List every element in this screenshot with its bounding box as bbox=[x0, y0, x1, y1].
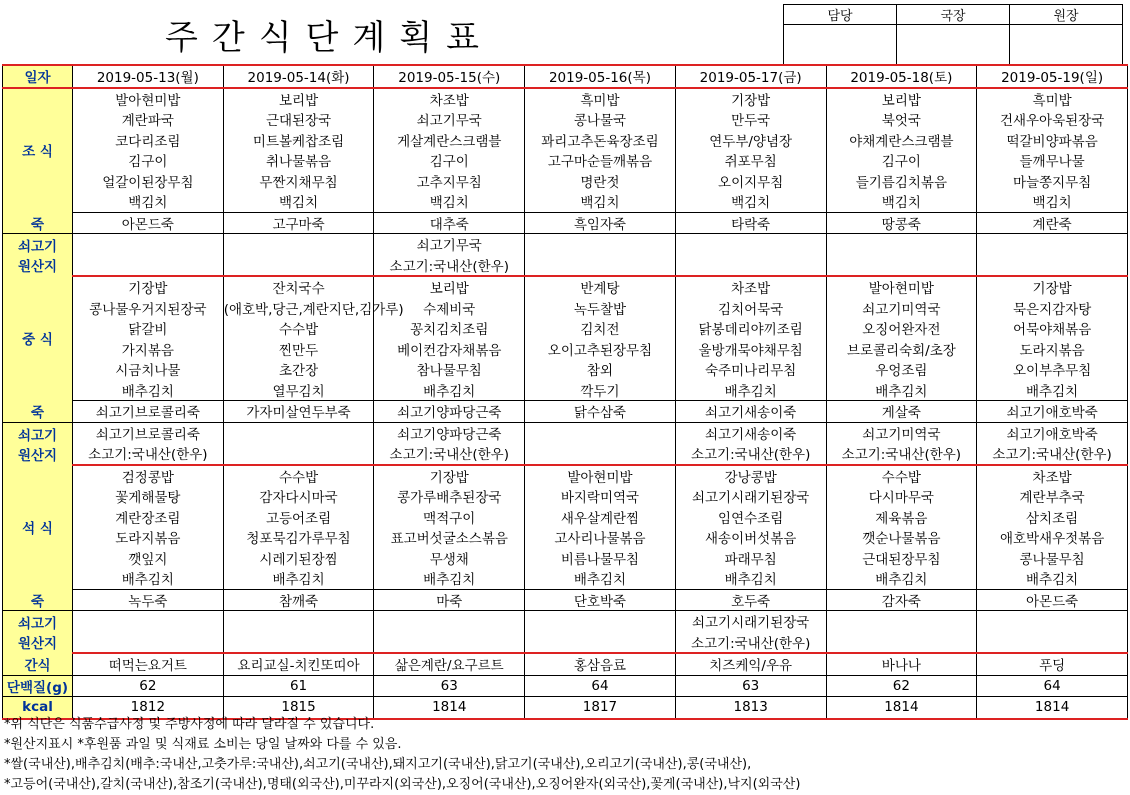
menu-item: 표고버섯굴소스볶음 bbox=[374, 527, 525, 548]
menu-item: 고사리나물볶음 bbox=[525, 527, 676, 548]
menu-item: 고등어조림 bbox=[223, 507, 374, 528]
menu-item: 감자다시마국 bbox=[223, 486, 374, 507]
origin-dish bbox=[525, 234, 676, 255]
menu-item: 삼치조림 bbox=[977, 507, 1128, 528]
origin-text bbox=[826, 255, 977, 277]
origin-dish bbox=[826, 234, 977, 255]
menu-item: 계란부추국 bbox=[977, 486, 1128, 507]
menu-item: 배추김치 bbox=[675, 380, 826, 401]
row-label: 간식 bbox=[3, 653, 73, 675]
row-label-line: 쇠고기 bbox=[17, 616, 58, 632]
snack-item: 푸딩 bbox=[977, 653, 1128, 675]
porridge-item: 참깨죽 bbox=[223, 589, 374, 611]
menu-item: 고추지무침 bbox=[374, 171, 525, 192]
menu-item: 김구이 bbox=[374, 150, 525, 171]
origin-dish: 쇠고기미역국 bbox=[826, 422, 977, 443]
origin-dish: 쇠고기새송이죽 bbox=[675, 422, 826, 443]
porridge-item: 계란죽 bbox=[977, 212, 1128, 234]
menu-item: 우엉조림 bbox=[826, 359, 977, 380]
menu-item: 시금치나물 bbox=[73, 359, 224, 380]
menu-item: 명란젓 bbox=[525, 171, 676, 192]
row-label-line: 원산지 bbox=[17, 636, 58, 652]
menu-item: 기장밥 bbox=[977, 276, 1128, 298]
porridge-item: 쇠고기양파당근죽 bbox=[374, 401, 525, 423]
menu-item: 배추김치 bbox=[826, 380, 977, 401]
row-label: 죽 bbox=[3, 401, 73, 423]
menu-item: 근대된장무침 bbox=[826, 548, 977, 569]
kcal-value: 1817 bbox=[525, 697, 676, 719]
menu-item: 발아현미밥 bbox=[826, 276, 977, 298]
menu-item: 깍두기 bbox=[525, 380, 676, 401]
menu-item: 새송이버섯볶음 bbox=[675, 527, 826, 548]
menu-item: 백김치 bbox=[977, 191, 1128, 212]
row-label-line: 원산지 bbox=[17, 259, 58, 275]
menu-item: 야채계란스크램블 bbox=[826, 130, 977, 151]
origin-text bbox=[223, 443, 374, 465]
origin-dish bbox=[374, 611, 525, 632]
weekly-menu-table bbox=[2, 64, 1128, 720]
menu-item: 다시마무국 bbox=[826, 486, 977, 507]
menu-item: 초간장 bbox=[223, 359, 374, 380]
menu-item: 참외 bbox=[525, 359, 676, 380]
menu-item: 바지락미역국 bbox=[525, 486, 676, 507]
menu-item: 김치전 bbox=[525, 318, 676, 339]
menu-item: 무생채 bbox=[374, 548, 525, 569]
porridge-item: 땅콩죽 bbox=[826, 212, 977, 234]
menu-item: 쥐포무침 bbox=[675, 150, 826, 171]
protein-value: 64 bbox=[525, 675, 676, 697]
menu-item: 보리밥 bbox=[826, 88, 977, 110]
porridge-item: 녹두죽 bbox=[73, 589, 224, 611]
menu-item: 도라지볶음 bbox=[977, 339, 1128, 360]
note-line: *원산지표시 *후원품 과일 및 식재료 소비는 당일 날짜와 다를 수 있음. bbox=[4, 737, 402, 752]
origin-text bbox=[73, 255, 224, 277]
origin-dish: 쇠고기애호박죽 bbox=[977, 422, 1128, 443]
menu-item: 북엇국 bbox=[826, 109, 977, 130]
origin-text bbox=[525, 255, 676, 277]
menu-item: 차조밥 bbox=[675, 276, 826, 298]
menu-item: 흑미밥 bbox=[525, 88, 676, 110]
menu-item: 백김치 bbox=[374, 191, 525, 212]
menu-item: 쇠고기무국 bbox=[374, 109, 525, 130]
porridge-item: 닭수삼죽 bbox=[525, 401, 676, 423]
approval-label-head: 원장 bbox=[1010, 5, 1123, 25]
protein-value: 63 bbox=[374, 675, 525, 697]
menu-item: 배추김치 bbox=[374, 568, 525, 589]
menu-item: 오이부추무침 bbox=[977, 359, 1128, 380]
row-label: 죽 bbox=[3, 589, 73, 611]
origin-dish bbox=[73, 611, 224, 632]
row-label: 조 식 bbox=[3, 88, 73, 213]
menu-item: 근대된장국 bbox=[223, 109, 374, 130]
menu-item: 오이고추된장무침 bbox=[525, 339, 676, 360]
menu-item: 배추김치 bbox=[525, 568, 676, 589]
menu-item: 미트볼케찹조림 bbox=[223, 130, 374, 151]
row-label-line: 원산지 bbox=[17, 447, 58, 464]
menu-item: 울방개묵야채무침 bbox=[675, 339, 826, 360]
menu-item: 배추김치 bbox=[826, 568, 977, 589]
row-label-line: 쇠고기 bbox=[17, 427, 58, 444]
menu-item: 취나물볶음 bbox=[223, 150, 374, 171]
menu-item: 차조밥 bbox=[977, 465, 1128, 487]
porridge-item: 게살죽 bbox=[826, 401, 977, 423]
menu-item: 오징어완자전 bbox=[826, 318, 977, 339]
menu-item: 만두국 bbox=[675, 109, 826, 130]
menu-item: 들깨무나물 bbox=[977, 150, 1128, 171]
porridge-item: 쇠고기브로콜리죽 bbox=[73, 401, 224, 423]
menu-item: 콩나물무침 bbox=[977, 548, 1128, 569]
menu-item: 떡갈비양파볶음 bbox=[977, 130, 1128, 151]
menu-item: 배추김치 bbox=[73, 380, 224, 401]
row-label: 석 식 bbox=[3, 465, 73, 590]
row-label: 중 식 bbox=[3, 276, 73, 401]
date-header: 2019-05-13(월) bbox=[73, 65, 224, 88]
date-header-label: 일자 bbox=[3, 65, 73, 88]
origin-dish bbox=[525, 611, 676, 632]
menu-item: 꽃게해물탕 bbox=[73, 486, 224, 507]
menu-item: 찐만두 bbox=[223, 339, 374, 360]
menu-item: 닭봉데리야끼조림 bbox=[675, 318, 826, 339]
menu-item: 숙주미나리무침 bbox=[675, 359, 826, 380]
approval-label-manager: 담당 bbox=[784, 5, 897, 25]
origin-dish bbox=[73, 234, 224, 255]
porridge-item: 타락죽 bbox=[675, 212, 826, 234]
origin-dish bbox=[525, 422, 676, 443]
origin-dish: 쇠고기무국 bbox=[374, 234, 525, 255]
snack-item: 바나나 bbox=[826, 653, 977, 675]
menu-item: 어묵야채볶음 bbox=[977, 318, 1128, 339]
porridge-item: 고구마죽 bbox=[223, 212, 374, 234]
snack-item: 홍삼음료 bbox=[525, 653, 676, 675]
notes-section bbox=[2, 715, 1128, 795]
origin-dish bbox=[675, 234, 826, 255]
menu-item: 계란장조림 bbox=[73, 507, 224, 528]
menu-item: 배추김치 bbox=[977, 380, 1128, 401]
menu-item: 백김치 bbox=[826, 191, 977, 212]
menu-item: 발아현미밥 bbox=[73, 88, 224, 110]
origin-text bbox=[525, 632, 676, 654]
protein-value: 61 bbox=[223, 675, 374, 697]
menu-item: 깻순나물볶음 bbox=[826, 527, 977, 548]
origin-dish bbox=[977, 611, 1128, 632]
approval-box bbox=[783, 4, 1123, 66]
origin-text: 소고기:국내산(한우) bbox=[374, 443, 525, 465]
menu-item: (애호박,당근,계란지단,김가루) bbox=[223, 298, 374, 319]
menu-item: 강낭콩밥 bbox=[675, 465, 826, 487]
menu-item: 닭갈비 bbox=[73, 318, 224, 339]
menu-item: 백김치 bbox=[675, 191, 826, 212]
menu-item: 오이지무침 bbox=[675, 171, 826, 192]
menu-item: 게살계란스크램블 bbox=[374, 130, 525, 151]
menu-item: 김치어묵국 bbox=[675, 298, 826, 319]
menu-item: 무짠지채무침 bbox=[223, 171, 374, 192]
row-label bbox=[3, 611, 73, 654]
menu-item: 배추김치 bbox=[73, 568, 224, 589]
approval-sign-manager[interactable] bbox=[784, 25, 897, 66]
origin-text: 소고기:국내산(한우) bbox=[675, 443, 826, 465]
menu-item: 수수밥 bbox=[826, 465, 977, 487]
kcal-value: 1815 bbox=[223, 697, 374, 719]
date-header: 2019-05-15(수) bbox=[374, 65, 525, 88]
date-header: 2019-05-17(금) bbox=[675, 65, 826, 88]
menu-item: 가지볶음 bbox=[73, 339, 224, 360]
origin-text bbox=[826, 632, 977, 654]
note-line: *고등어(국내산),갈치(국내산),참조기(국내산),명태(외국산),미꾸라지(외국산),오징어(국내산),오징어완자(외국산),꽃게(국내산),낙지(외국산) bbox=[4, 777, 801, 792]
menu-item: 기장밥 bbox=[73, 276, 224, 298]
menu-item: 브로콜리숙회/초장 bbox=[826, 339, 977, 360]
menu-item: 수수밥 bbox=[223, 318, 374, 339]
kcal-value: 1814 bbox=[374, 697, 525, 719]
porridge-item: 감자죽 bbox=[826, 589, 977, 611]
approval-sign-director[interactable] bbox=[897, 25, 1010, 66]
menu-item: 청포묵김가루무침 bbox=[223, 527, 374, 548]
date-header: 2019-05-14(화) bbox=[223, 65, 374, 88]
origin-text: 소고기:국내산(한우) bbox=[374, 255, 525, 277]
origin-dish: 쇠고기브로콜리죽 bbox=[73, 422, 224, 443]
row-label bbox=[3, 234, 73, 277]
menu-item: 보리밥 bbox=[223, 88, 374, 110]
approval-sign-head[interactable] bbox=[1010, 25, 1123, 66]
menu-item: 쇠고기시래기된장국 bbox=[675, 486, 826, 507]
page-title: 주간식단계획표 bbox=[165, 18, 493, 58]
menu-item: 반계탕 bbox=[525, 276, 676, 298]
menu-item: 콩나물우거지된장국 bbox=[73, 298, 224, 319]
protein-value: 63 bbox=[675, 675, 826, 697]
menu-item: 김구이 bbox=[73, 150, 224, 171]
date-header: 2019-05-18(토) bbox=[826, 65, 977, 88]
menu-item: 얼갈이된장무침 bbox=[73, 171, 224, 192]
menu-item: 콩가루배추된장국 bbox=[374, 486, 525, 507]
menu-item: 김구이 bbox=[826, 150, 977, 171]
porridge-item: 쇠고기새송이죽 bbox=[675, 401, 826, 423]
origin-text: 소고기:국내산(한우) bbox=[675, 632, 826, 654]
menu-item: 파래무침 bbox=[675, 548, 826, 569]
menu-item: 보리밥 bbox=[374, 276, 525, 298]
kcal-value: 1814 bbox=[977, 697, 1128, 719]
menu-item: 계란파국 bbox=[73, 109, 224, 130]
note-line: *쌀(국내산),배추김치(배추:국내산,고춧가루:국내산),쇠고기(국내산),돼지고기(국내산),닭고기(국내산),오리고기(국내산),콩(국내산), bbox=[4, 757, 752, 772]
kcal-value: 1813 bbox=[675, 697, 826, 719]
porridge-item: 아몬드죽 bbox=[73, 212, 224, 234]
origin-dish bbox=[223, 422, 374, 443]
approval-label-director: 국장 bbox=[897, 5, 1010, 25]
origin-text bbox=[223, 255, 374, 277]
menu-item: 열무김치 bbox=[223, 380, 374, 401]
origin-text: 소고기:국내산(한우) bbox=[73, 443, 224, 465]
menu-item: 꽁치김치조림 bbox=[374, 318, 525, 339]
menu-item: 쇠고기미역국 bbox=[826, 298, 977, 319]
snack-item: 삶은계란/요구르트 bbox=[374, 653, 525, 675]
menu-item: 임연수조림 bbox=[675, 507, 826, 528]
menu-item: 백김치 bbox=[223, 191, 374, 212]
origin-dish bbox=[223, 234, 374, 255]
row-label: kcal bbox=[3, 697, 73, 719]
porridge-item: 쇠고기애호박죽 bbox=[977, 401, 1128, 423]
origin-text bbox=[223, 632, 374, 654]
porridge-item: 가자미살연두부죽 bbox=[223, 401, 374, 423]
menu-item: 베이컨감자채볶음 bbox=[374, 339, 525, 360]
row-label: 단백질(g) bbox=[3, 675, 73, 697]
date-header: 2019-05-19(일) bbox=[977, 65, 1128, 88]
menu-item: 콩나물국 bbox=[525, 109, 676, 130]
menu-item: 깻잎지 bbox=[73, 548, 224, 569]
menu-item: 차조밥 bbox=[374, 88, 525, 110]
menu-item: 발아현미밥 bbox=[525, 465, 676, 487]
menu-item: 제육볶음 bbox=[826, 507, 977, 528]
menu-item: 비름나물무침 bbox=[525, 548, 676, 569]
menu-item: 백김치 bbox=[73, 191, 224, 212]
origin-text: 소고기:국내산(한우) bbox=[977, 443, 1128, 465]
menu-item: 애호박새우젓볶음 bbox=[977, 527, 1128, 548]
origin-text bbox=[977, 255, 1128, 277]
menu-item: 배추김치 bbox=[977, 568, 1128, 589]
menu-item: 수수밥 bbox=[223, 465, 374, 487]
menu-item: 연두부/양념장 bbox=[675, 130, 826, 151]
row-label: 죽 bbox=[3, 212, 73, 234]
protein-value: 64 bbox=[977, 675, 1128, 697]
porridge-item: 호두죽 bbox=[675, 589, 826, 611]
menu-item: 새우살계란찜 bbox=[525, 507, 676, 528]
porridge-item: 흑임자죽 bbox=[525, 212, 676, 234]
porridge-item: 대추죽 bbox=[374, 212, 525, 234]
origin-dish bbox=[826, 611, 977, 632]
menu-item: 기장밥 bbox=[374, 465, 525, 487]
menu-item: 흑미밥 bbox=[977, 88, 1128, 110]
menu-item: 검정콩밥 bbox=[73, 465, 224, 487]
menu-item: 마늘쫑지무침 bbox=[977, 171, 1128, 192]
porridge-item: 아몬드죽 bbox=[977, 589, 1128, 611]
origin-dish: 쇠고기양파당근죽 bbox=[374, 422, 525, 443]
menu-item: 건새우아욱된장국 bbox=[977, 109, 1128, 130]
origin-text bbox=[675, 255, 826, 277]
snack-item: 요리교실-치킨또띠아 bbox=[223, 653, 374, 675]
menu-item: 들기름김치볶음 bbox=[826, 171, 977, 192]
origin-text bbox=[977, 632, 1128, 654]
note-line: *위 식단은 식품수급사정 및 주방사정에 따라 달라질 수 있습니다. bbox=[4, 717, 375, 732]
menu-item: 묵은지감자탕 bbox=[977, 298, 1128, 319]
menu-item: 수제비국 bbox=[374, 298, 525, 319]
menu-item: 배추김치 bbox=[223, 568, 374, 589]
protein-value: 62 bbox=[826, 675, 977, 697]
row-label-line: 쇠고기 bbox=[17, 239, 58, 255]
date-header: 2019-05-16(목) bbox=[525, 65, 676, 88]
porridge-item: 마죽 bbox=[374, 589, 525, 611]
origin-text bbox=[374, 632, 525, 654]
menu-item: 백김치 bbox=[525, 191, 676, 212]
origin-dish bbox=[977, 234, 1128, 255]
origin-text bbox=[525, 443, 676, 465]
menu-item: 꽈리고추돈육장조림 bbox=[525, 130, 676, 151]
origin-dish: 쇠고기시래기된장국 bbox=[675, 611, 826, 632]
menu-item: 코다리조림 bbox=[73, 130, 224, 151]
menu-item: 도라지볶음 bbox=[73, 527, 224, 548]
menu-item: 맥적구이 bbox=[374, 507, 525, 528]
menu-item: 배추김치 bbox=[675, 568, 826, 589]
kcal-value: 1814 bbox=[826, 697, 977, 719]
menu-item: 고구마순들깨볶음 bbox=[525, 150, 676, 171]
protein-value: 62 bbox=[73, 675, 224, 697]
snack-item: 떠먹는요거트 bbox=[73, 653, 224, 675]
menu-item: 기장밥 bbox=[675, 88, 826, 110]
origin-text: 소고기:국내산(한우) bbox=[826, 443, 977, 465]
origin-dish bbox=[223, 611, 374, 632]
menu-item: 잔치국수 bbox=[223, 276, 374, 298]
menu-item: 녹두찰밥 bbox=[525, 298, 676, 319]
origin-text bbox=[73, 632, 224, 654]
kcal-value: 1812 bbox=[73, 697, 224, 719]
menu-item: 시레기된장찜 bbox=[223, 548, 374, 569]
porridge-item: 단호박죽 bbox=[525, 589, 676, 611]
menu-item: 배추김치 bbox=[374, 380, 525, 401]
menu-item: 참나물무침 bbox=[374, 359, 525, 380]
snack-item: 치즈케익/우유 bbox=[675, 653, 826, 675]
row-label bbox=[3, 422, 73, 465]
